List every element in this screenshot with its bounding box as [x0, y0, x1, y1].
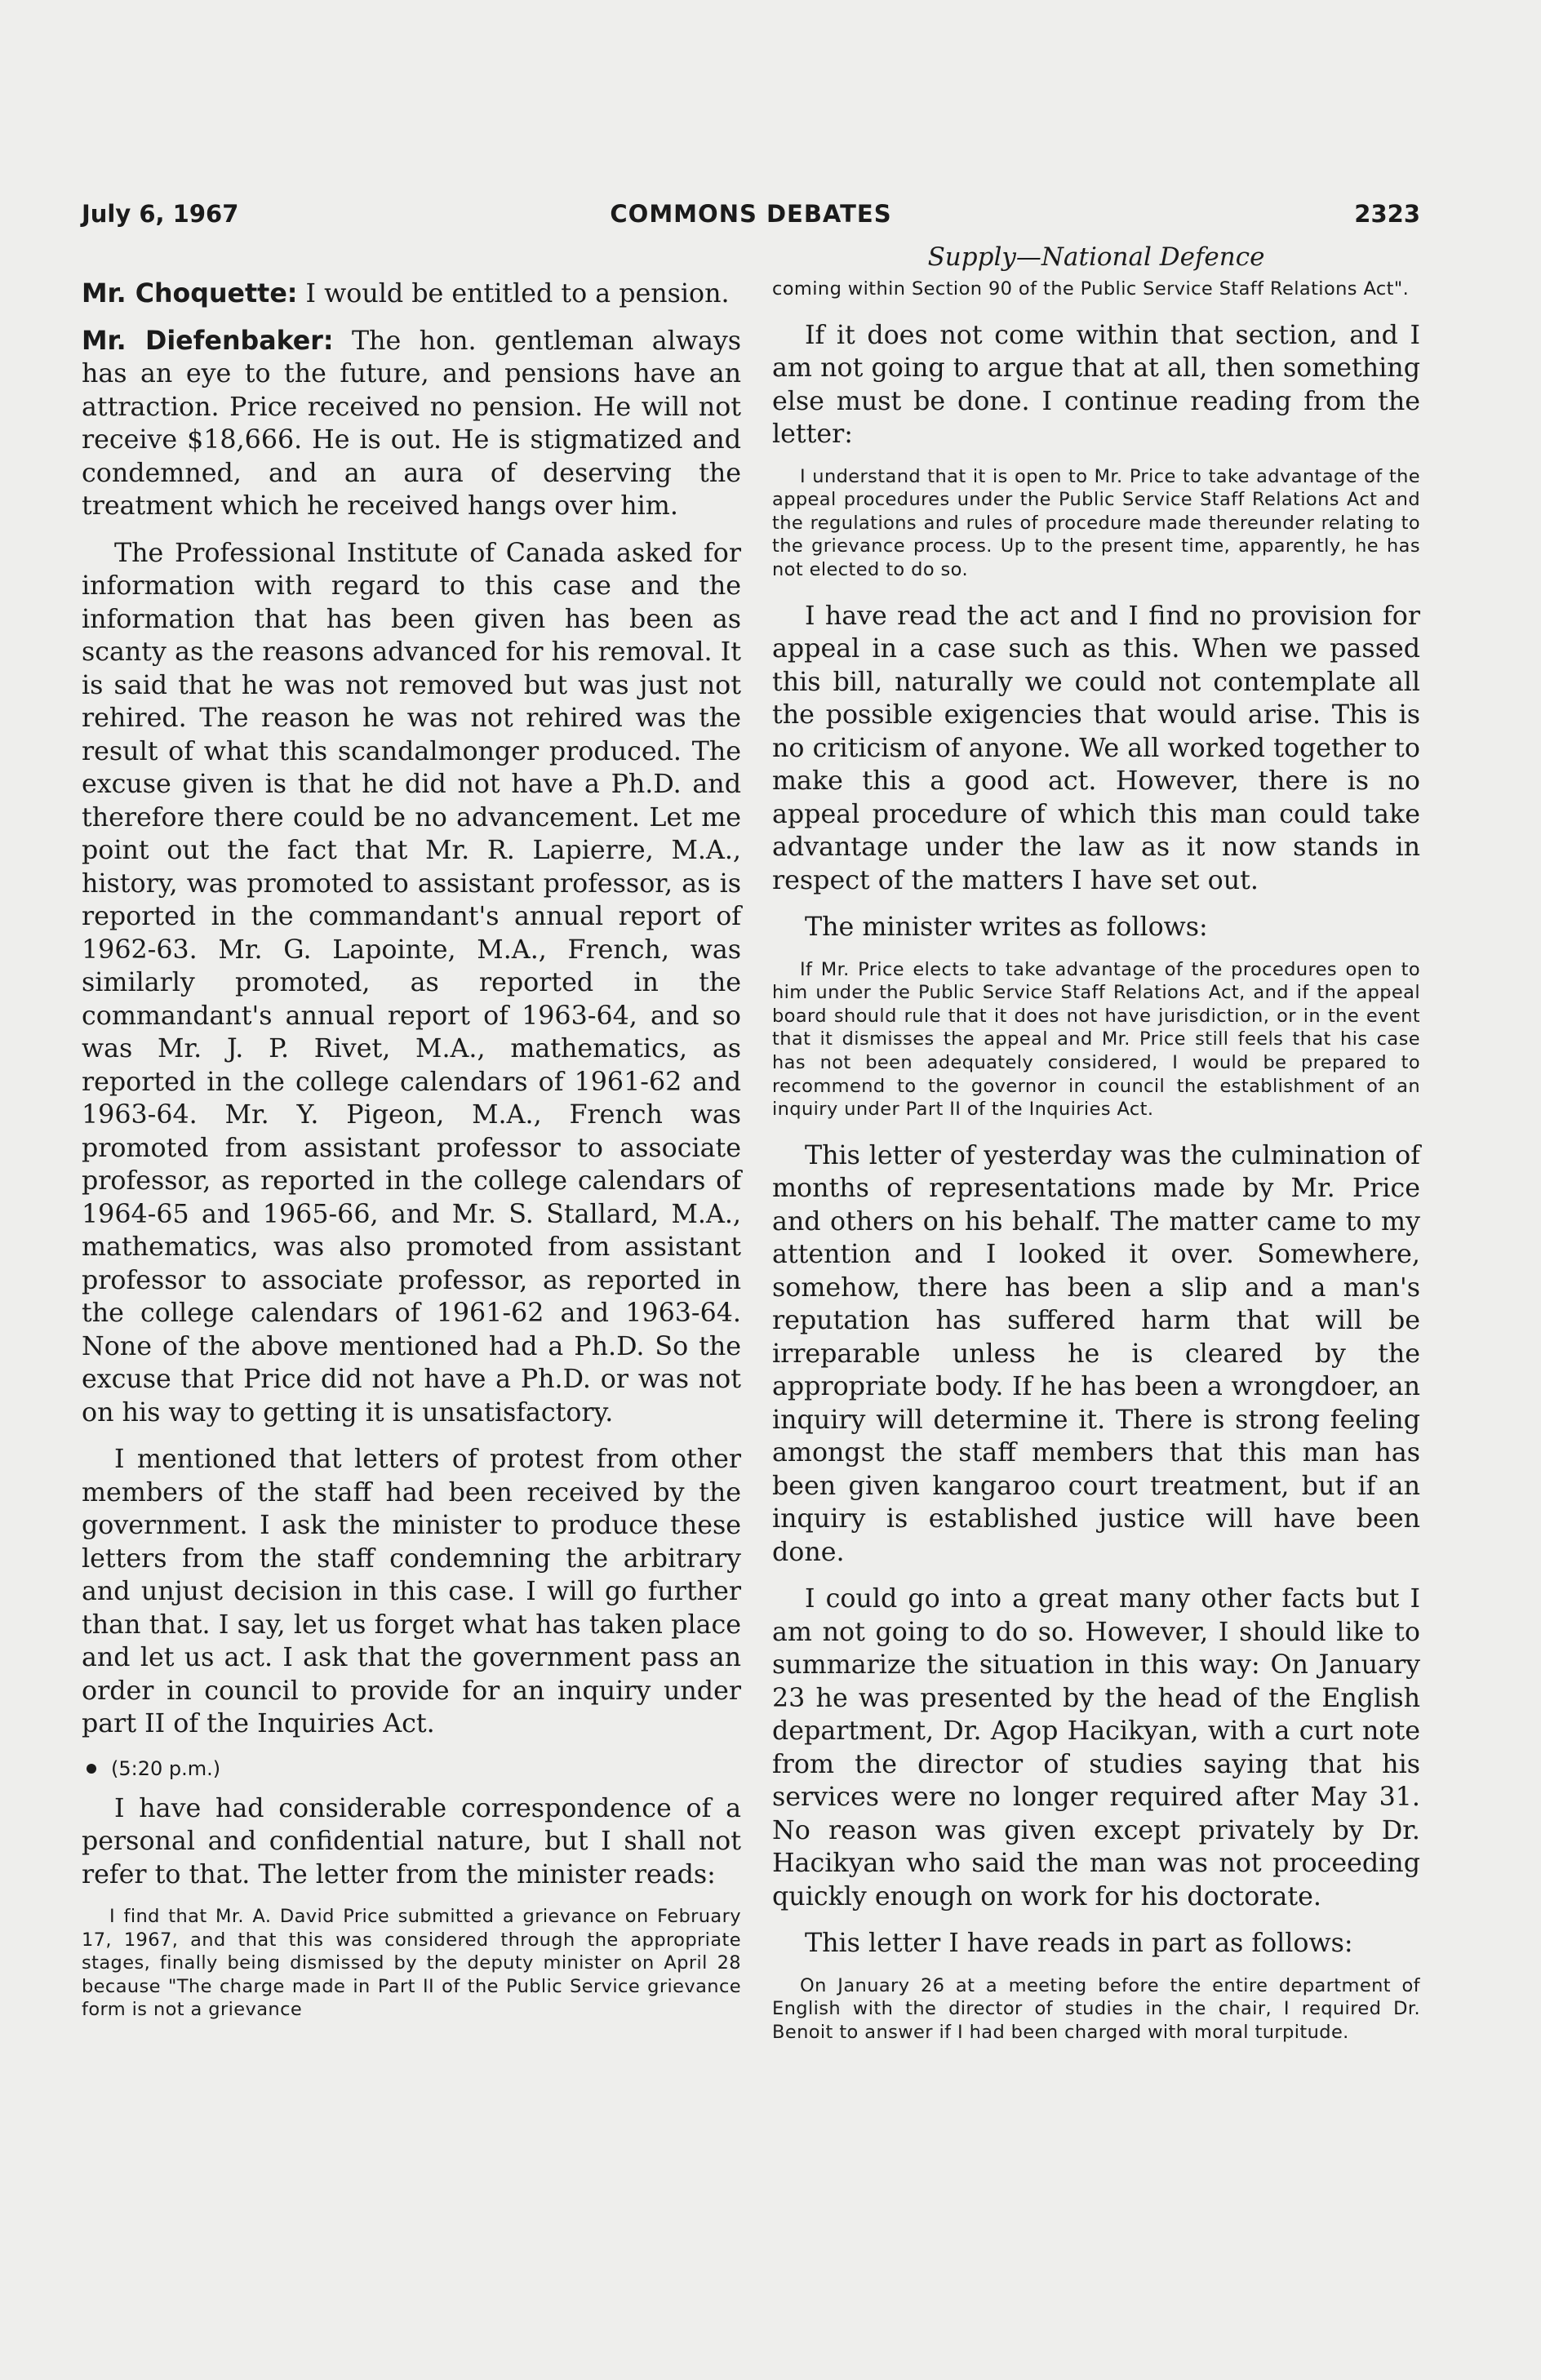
paragraph: If it does not come within that section, and I am not going to argue that at all, then something else must be done. I continue reading from the letter: — [772, 320, 1420, 450]
quoted-letter: coming within Section 90 of the Public Service Staff Relations Act". — [772, 278, 1410, 300]
speaker-name: Mr. Choquette: — [82, 279, 298, 309]
paragraph: The minister writes as follows: — [805, 912, 1208, 943]
paragraph: This letter I have reads in part as follows: — [805, 1929, 1353, 1959]
left-column — [82, 278, 741, 2040]
paragraph — [82, 278, 741, 311]
bullet-dot-icon — [87, 1764, 96, 1774]
header-date: July 6, 1967 — [82, 200, 239, 228]
quoted-letter: I understand that it is open to Mr. Price to take advantage of the appeal procedures under the Public Service Staff Relations Act and the regulations and rules of procedure made thereunder relating to the grievance process. Up to the present time, apparently, he has not elected to do so. — [772, 465, 1420, 580]
paragraph: The Professional Institute of Canada asked for information with regard to this case and the information that has been given has been as scanty as the reasons advanced for his removal. It is said that he was not removed but was just not rehired. The reason he was not rehired was the result of what this scandalmonger produced. The excuse given is that he did not have a Ph.D. and therefore there could be no advancement. Let me point out the fact that Mr. R. Lapierre, M.A., history, was promoted to assistant professor, as is reported in the commandant's annual report of 1962-63. Mr. G. Lapointe, M.A., French, was similarly promoted, as reported in the commandant's annual report of 1963-64, and so was Mr. J. P. Rivet, M.A., mathematics, as reported in the college calendars of 1961-62 and 1963-64. Mr. Y. Pigeon, M.A., French was promoted from assistant professor to associate professor, as reported in the college calendars of 1964-65 and 1965-66, and Mr. S. Stallard, M.A., mathematics, was also promoted from assistant professor to associate professor, as reported in the college calendars of 1961-62 and 1963-64. None of the above mentioned had a Ph.D. So the excuse that Price did not have a Ph.D. or was not on his way to getting it is unsatisfactory. — [82, 538, 741, 1428]
timestamp — [82, 1755, 741, 1783]
quoted-letter: I find that Mr. A. David Price submitted a grievance on February 17, 1967, and that this was considered through the appropriate stages, finally being dismissed by the deputy minister on April 28 because "The charge made in Part II of the Public Service grievance form is not a grievance — [82, 1906, 741, 2021]
paragraph: I mentioned that letters of protest from other members of the staff had been received by the government. I ask the minister to produce these letters from the staff condemning the arbitrary and unjust decision in this case. I will go further than that. I say, let us forget what has taken place and let us act. I ask that the government pass an order in council to provide for an inquiry under part II of the Inquiries Act. — [82, 1445, 741, 1738]
speaker-name: Mr. Diefenbaker: — [82, 326, 334, 356]
paragraph: I have read the act and I find no provision for appeal in a case such as this. When we passed this bill, naturally we could not contemplate all the possible exigencies that would arise. This is no criticism of anyone. We all worked together to make this a good act. However, there is no appeal procedure of which this man could take advantage under the law as it now stands in respect of the matters I have set out. — [772, 601, 1420, 895]
paragraph — [82, 325, 741, 523]
right-column — [772, 278, 1420, 2063]
paragraph: I could go into a great many other facts but I am not going to do so. However, I should like to summarize the situation in this way: On January 23 he was presented by the head of the English department, Dr. Agop Hacikyan, with a curt note from the director of studies saying that his services were no longer required after May 31. No reason was given except privately by Dr. Hacikyan who said the man was not proceeding quickly enough on work for his doctorate. — [772, 1584, 1420, 1912]
quoted-letter: On January 26 at a meeting before the entire department of English with the director of studies in the chair, I required Dr. Benoit to answer if I had been charged with moral turpitude. — [772, 1974, 1420, 2043]
header-page-number: 2323 — [1354, 200, 1420, 228]
page-header — [82, 200, 1420, 241]
section-subheading: Supply—National Defence — [927, 242, 1265, 272]
quoted-letter: If Mr. Price elects to take advantage of the procedures open to him under the Public Service Staff Relations Act, and if the appeal board should rule that it does not have jurisdiction, or in the event that it dismisses the appeal and Mr. Price still feels that his case has not been adequately considered, I would be prepared to recommend to the governor in council the establishment of an inquiry under Part II of the Inquiries Act. — [772, 958, 1420, 1121]
speech-text: The hon. gentleman always has an eye to the future, and pensions have an attraction. Price received no pension. He will not receive $18,666. He is out. He is stigmatized and condemned, and an aura of deserving the treatment which he received hangs over him. — [82, 326, 742, 521]
header-title: COMMONS DEBATES — [610, 200, 892, 228]
timestamp-text: (5:20 p.m.) — [111, 1756, 221, 1780]
paragraph: This letter of yesterday was the culmination of months of representations made by Mr. Price and others on his behalf. The matter came to my attention and I looked it over. Somewhere, somehow, there has been a slip and a man's reputation has suffered harm that will be irreparable unless he is cleared by the appropriate body. If he has been a wrongdoer, an inquiry will determine it. There is strong feeling amongst the staff members that this man has been given kangaroo court treatment, but if an inquiry is established justice will have been done. — [772, 1140, 1420, 1567]
paragraph: I have had considerable correspondence of a personal and confidential nature, but I shall not refer to that. The letter from the minister reads: — [82, 1793, 741, 1889]
speech-text: I would be entitled to a pension. — [297, 279, 730, 309]
